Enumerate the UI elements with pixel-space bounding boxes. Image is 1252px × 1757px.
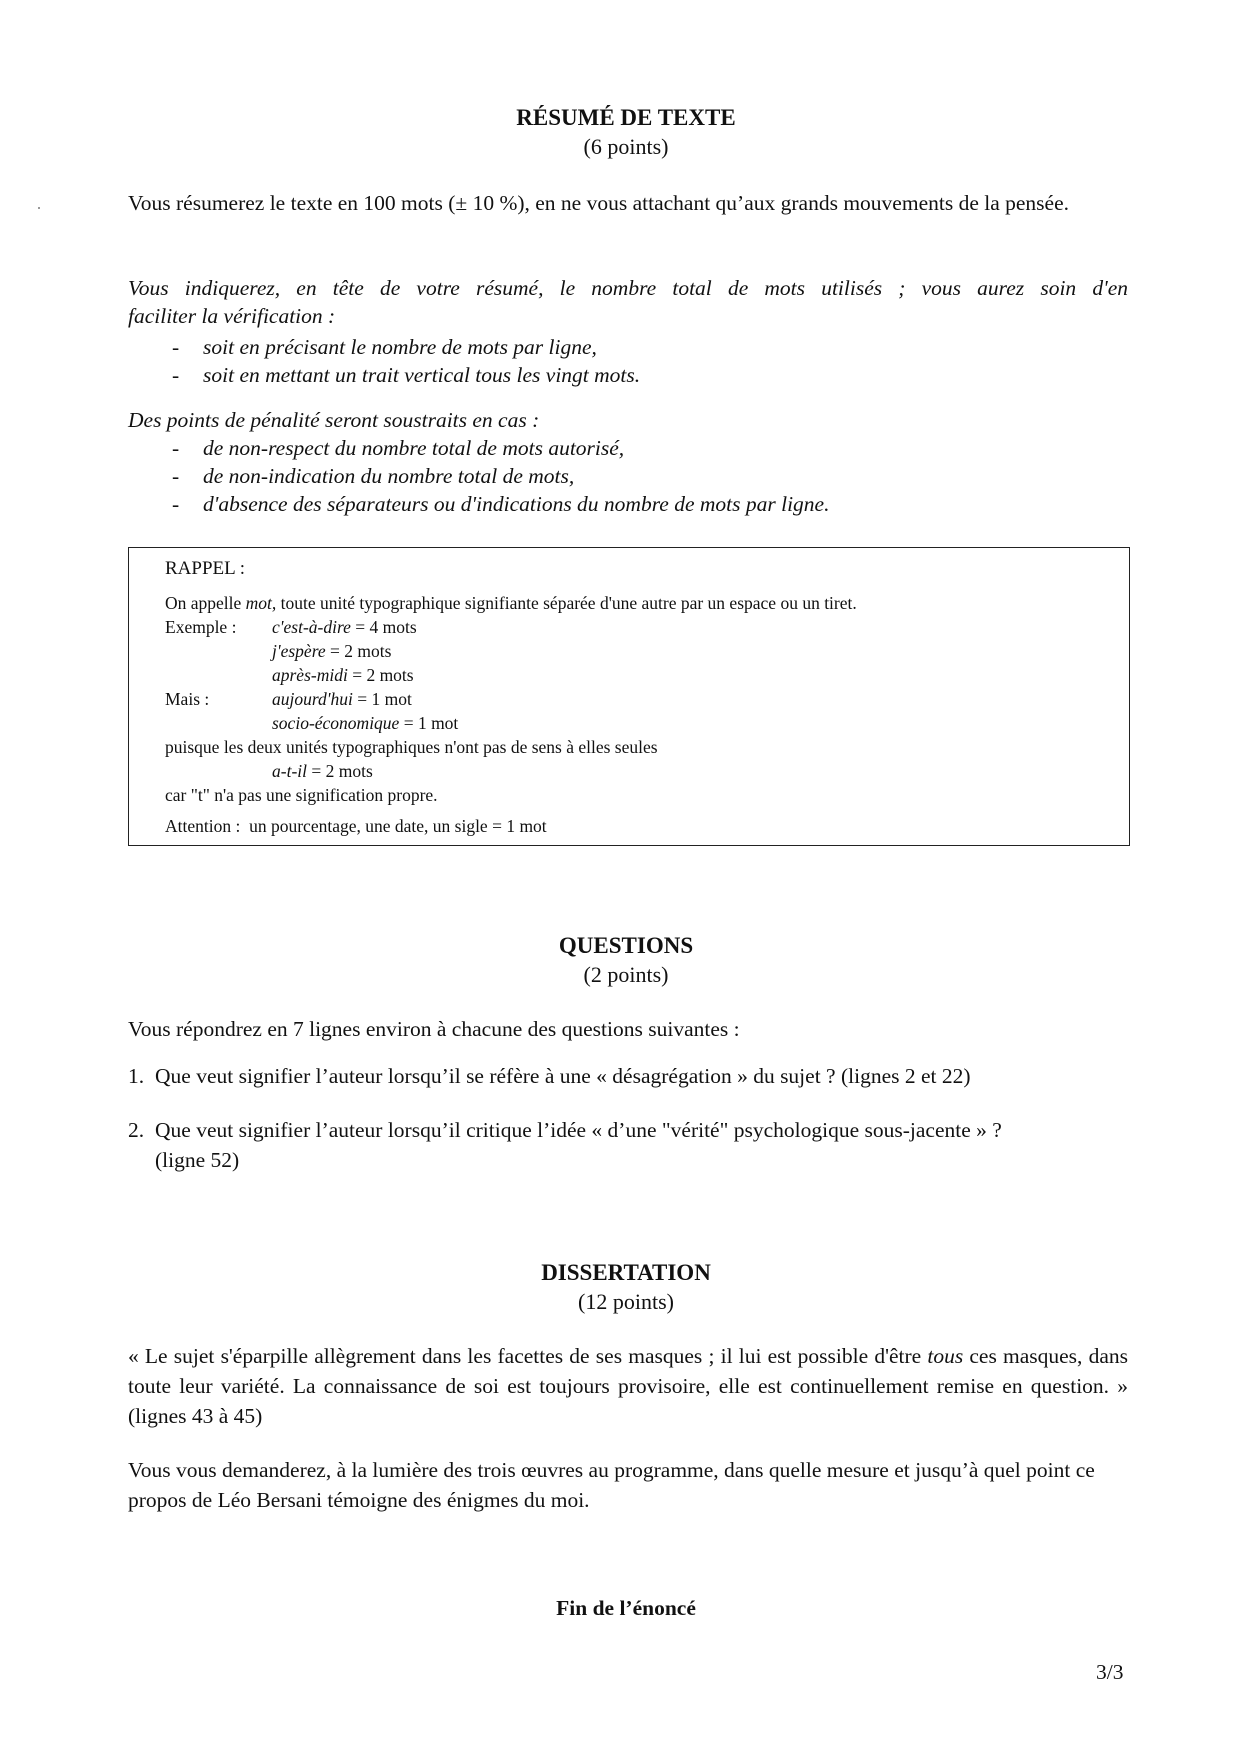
example-row — [272, 687, 412, 711]
quote-part: ces masques, dans toute leur variété. La connaissance de soi est toujours provisoire, elle est continuellement remise en question. » (lignes 43 à 45) — [128, 1344, 1128, 1428]
list-dash: - — [172, 464, 180, 488]
example-term: après-midi — [272, 665, 348, 685]
penalty-intro: Des points de pénalité seront soustraits en cas : — [128, 408, 540, 432]
penalty-item-2: de non-indication du nombre total de mots, — [203, 464, 575, 488]
example-term: aujourd'hui — [272, 689, 353, 709]
example-value: = 1 mot — [352, 689, 412, 709]
example-term: c'est-à-dire — [272, 617, 351, 637]
dissertation-title: DISSERTATION — [541, 1260, 711, 1285]
end-of-statement: Fin de l’énoncé — [556, 1596, 696, 1620]
list-dash: - — [172, 363, 180, 387]
question-1-number: 1. — [128, 1064, 145, 1088]
question-2-ref: (ligne 52) — [155, 1148, 240, 1172]
definition-prefix: On appelle — [165, 593, 246, 613]
mais-label: Mais : — [165, 689, 210, 709]
example-row — [272, 663, 414, 687]
question-1-text: Que veut signifier l’auteur lorsqu’il se réfère à une « désagrégation » du sujet ? (lignes 2 et 22) — [155, 1064, 971, 1088]
quote-part: « Le sujet s'éparpille allègrement dans les facettes de ses masques ; il lui est possible d'être — [128, 1344, 928, 1368]
example-row — [272, 615, 417, 639]
scan-speck — [38, 207, 40, 209]
resume-title: RÉSUMÉ DE TEXTE — [516, 105, 736, 130]
attention-label: Attention : — [165, 816, 241, 836]
question-2-number: 2. — [128, 1118, 145, 1142]
dissertation-quote — [128, 1341, 1128, 1431]
instruction-item-2: soit en mettant un trait vertical tous les vingt mots. — [203, 363, 641, 387]
dissertation-prompt: Vous vous demanderez, à la lumière des trois œuvres au programme, dans quelle mesure et jusqu’à quel point ce propos de Léo Bersani témoigne des énigmes du moi. — [128, 1458, 1095, 1512]
attention-line — [165, 814, 547, 838]
definition-suffix: toute unité typographique signifiante séparée d'une autre par un espace ou un tiret. — [276, 593, 857, 613]
resume-instruction-line1: Vous indiquerez, en tête de votre résumé, le nombre total de mots utilisés ; vous aurez soin d'en — [128, 276, 1128, 300]
example-value: = 2 mots — [325, 641, 392, 661]
rappel-label: RAPPEL : — [165, 558, 246, 579]
questions-intro: Vous répondrez en 7 lignes environ à chacune des questions suivantes : — [128, 1017, 740, 1041]
example-row — [272, 639, 391, 663]
rappel-definition — [165, 591, 857, 615]
dissertation-points: (12 points) — [578, 1289, 674, 1314]
example-value: = 4 mots — [350, 617, 417, 637]
definition-word: mot, — [245, 593, 277, 613]
example-value: = 2 mots — [307, 761, 373, 781]
list-dash: - — [172, 436, 180, 460]
questions-title: QUESTIONS — [558, 933, 694, 958]
list-dash: - — [172, 335, 180, 359]
puisque-line: puisque les deux unités typographiques n'ont pas de sens à elles seules — [165, 737, 658, 757]
rappel-box — [128, 547, 1130, 846]
example-value: = 2 mots — [347, 665, 414, 685]
example-row — [272, 711, 458, 735]
instruction-item-1: soit en précisant le nombre de mots par ligne, — [203, 335, 597, 359]
page-number: 3/3 — [1096, 1660, 1124, 1684]
question-2-text: Que veut signifier l’auteur lorsqu’il critique l’idée « d’une "vérité" psychologique sous-jacente » ? — [155, 1118, 1002, 1142]
penalty-item-1: de non-respect du nombre total de mots autorisé, — [203, 436, 625, 460]
resume-points: (6 points) — [583, 134, 669, 159]
resume-instruction-line2: faciliter la vérification : — [128, 304, 336, 328]
example-row — [272, 759, 373, 783]
quote-emphasis: tous — [927, 1344, 964, 1368]
example-term: j'espère — [272, 641, 326, 661]
attention-text: un pourcentage, une date, un sigle = 1 mot — [249, 816, 547, 836]
example-term: socio-économique — [272, 713, 400, 733]
penalty-item-3: d'absence des séparateurs ou d'indications du nombre de mots par ligne. — [203, 492, 830, 516]
example-term: a-t-il — [272, 761, 307, 781]
example-value: = 1 mot — [399, 713, 459, 733]
questions-points: (2 points) — [583, 962, 669, 987]
exemple-label: Exemple : — [165, 617, 237, 637]
resume-intro: Vous résumerez le texte en 100 mots (± 10 %), en ne vous attachant qu’aux grands mouvements de la pensée. — [128, 191, 1070, 215]
list-dash: - — [172, 492, 180, 516]
car-line: car "t" n'a pas une signification propre. — [165, 785, 438, 805]
